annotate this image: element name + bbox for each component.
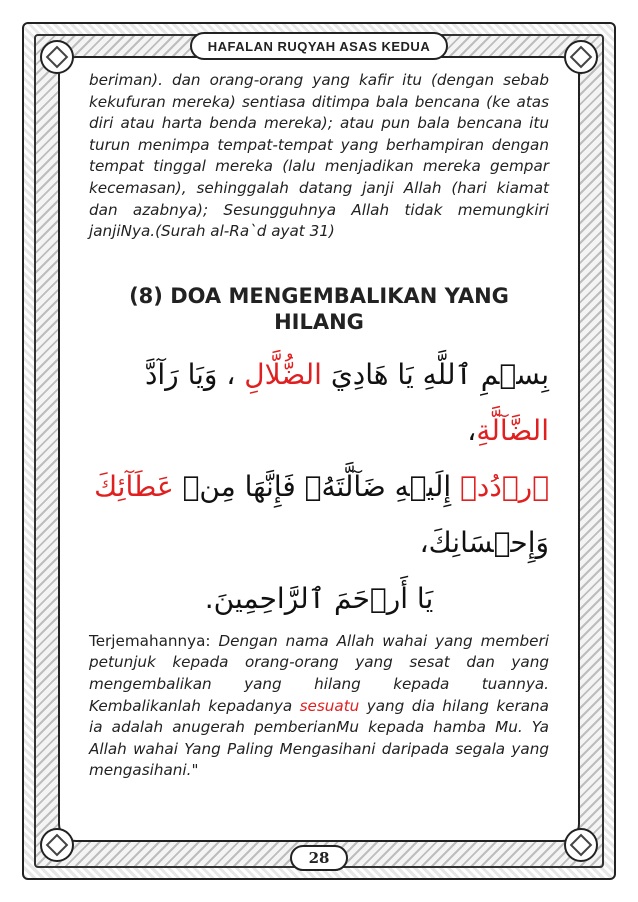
arabic-segment: وَإِحۡسَانِكَ، bbox=[419, 525, 549, 559]
arabic-segment: إِلَيۡهِ ضَآلَّتَهُۥ فَإِنَّهَا مِنۡ bbox=[173, 469, 461, 503]
running-header-title: HAFALAN RUQYAH ASAS KEDUA bbox=[207, 38, 431, 54]
arabic-dua-line-2 bbox=[89, 459, 549, 571]
translation-text: Dengan nama Allah wahai yang memberi petunjuk kepada orang-orang yang sesat dan yang mengembalikan yang hilang kepada tuannya. Kembalikanlah kepadanya bbox=[89, 631, 549, 715]
corner-ornament-icon bbox=[564, 828, 598, 862]
corner-ornament-icon bbox=[40, 40, 74, 74]
quran-translation-paragraph bbox=[89, 70, 549, 243]
arabic-segment: ، وَيَا رَآدَّ bbox=[144, 357, 245, 391]
corner-ornament-icon bbox=[40, 828, 74, 862]
arabic-segment: يَا أَرۡحَمَ ٱلرَّاحِمِينَ. bbox=[204, 581, 434, 615]
corner-ornament-icon bbox=[564, 40, 598, 74]
translation-label: Terjemahannya: bbox=[89, 631, 211, 650]
arabic-segment-highlight: الضَّآلَّةِ bbox=[476, 413, 549, 447]
translation-paragraph bbox=[89, 631, 549, 782]
translation-highlight: sesuatu bbox=[299, 696, 360, 715]
arabic-segment-highlight: الضُّلَّالِ bbox=[244, 357, 322, 391]
paragraph-text: beriman). dan orang-orang yang kafir itu (dengan sebab kekufuran mereka) sentiasa ditimpa bala bencana (ke atas diri atau harta benda mereka); atau pun bala bencana itu turun menimpa tempat-tempat yang berhampiran dengan tempat tinggal mereka (lalu menjadikan mereka gempar kecemasan), sehinggalah datang janji Allah (hari kiamat dan azabnya); Sesungguhnya Allah tidak memungkiri janjiNya.(Surah al-Ra`d ayat 31) bbox=[89, 71, 549, 241]
translation-text: yang dia hilang kerana ia adalah anugerah pemberianMu kepada hamba Mu. Ya Allah wahai Yang Paling Mengasihani daripada segala yang mengasihani." bbox=[89, 696, 549, 780]
arabic-segment: ، bbox=[467, 413, 477, 447]
arabic-segment-highlight: ٱرۡدُدۡ bbox=[460, 469, 549, 503]
page-number-badge bbox=[290, 845, 348, 871]
arabic-dua-line-3 bbox=[89, 571, 549, 627]
arabic-dua-line-1 bbox=[89, 347, 549, 459]
running-header bbox=[190, 32, 448, 60]
page-body bbox=[89, 70, 549, 782]
page-number: 28 bbox=[308, 849, 330, 867]
section-heading: (8) DOA MENGEMBALIKAN YANG HILANG bbox=[129, 283, 509, 334]
arabic-segment-highlight: عَطَآئِكَ bbox=[94, 469, 174, 503]
arabic-segment: بِسۡمِ ٱللَّهِ يَا هَادِيَ bbox=[321, 357, 549, 391]
